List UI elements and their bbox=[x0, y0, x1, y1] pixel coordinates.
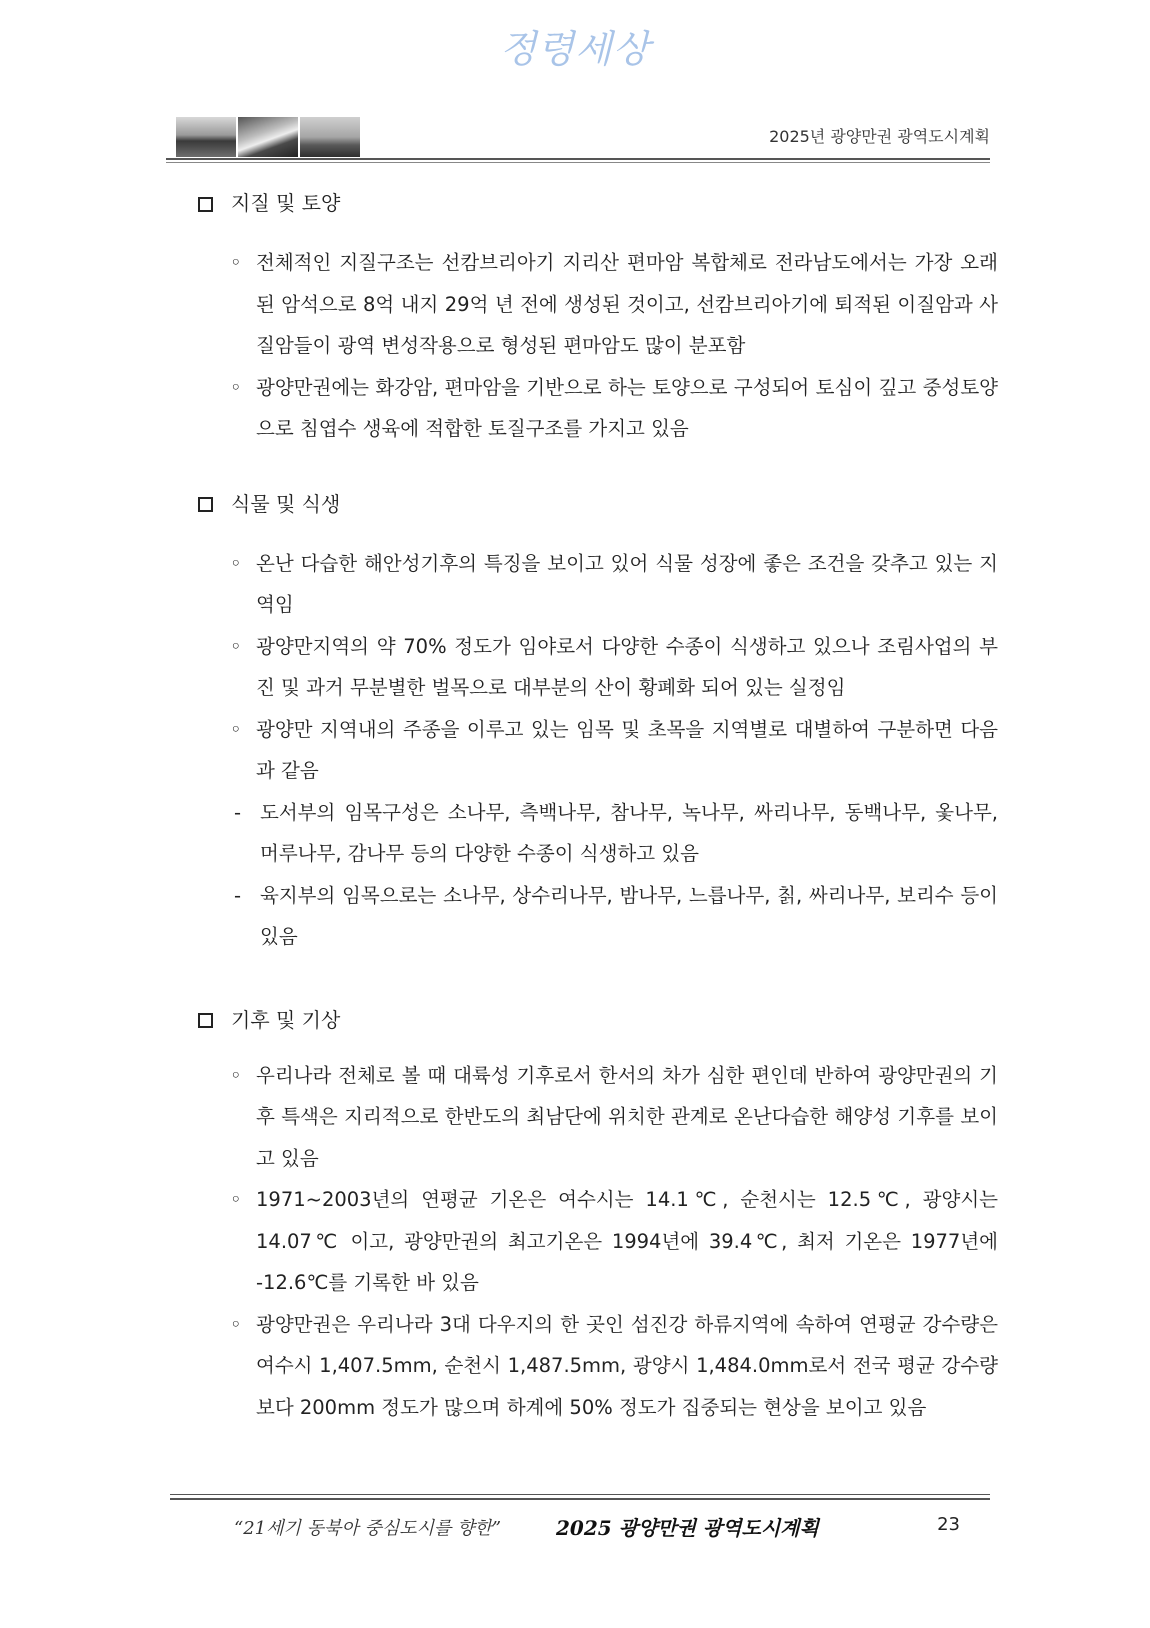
dash-text: 도서부의 임목구성은 소나무, 측백나무, 참나무, 녹나무, 싸리나무, 동백나무, 옻나무, 머루나무, 감나무 등의 다양한 수종이 식생하고 있음 bbox=[260, 800, 998, 865]
dash-mark: - bbox=[234, 800, 242, 824]
page-number: 23 bbox=[937, 1514, 960, 1535]
bullet-item bbox=[198, 1304, 998, 1429]
bullet-item bbox=[198, 543, 998, 626]
checkbox-square-icon bbox=[198, 1013, 213, 1028]
section-heading-text: 식물 및 식생 bbox=[231, 491, 341, 516]
bullet-item bbox=[198, 242, 998, 367]
bullet-item bbox=[198, 367, 998, 450]
header-divider bbox=[166, 158, 990, 160]
bullet-text: 우리나라 전체로 볼 때 대륙성 기후로서 한서의 차가 심한 편인데 반하여 광양만권의 기후 특색은 지리적으로 한반도의 최남단에 위치한 관계로 온난다습한 해양성 기후를 보이고 있음 bbox=[256, 1063, 998, 1170]
watermark-logo bbox=[0, 18, 1150, 73]
section-vegetation bbox=[198, 487, 998, 958]
dash-item bbox=[198, 792, 998, 875]
bullet-text: 1971~2003년의 연평균 기온은 여수시는 14.1℃, 순천시는 12.5℃, 광양시는 14.07℃ 이고, 광양만권의 최고기온은 1994년에 39.4℃, 최저 기온은 1977년에 -12.6℃를 기록한 바 있음 bbox=[256, 1188, 998, 1294]
bullet-item bbox=[198, 1055, 998, 1180]
footer-divider bbox=[170, 1498, 990, 1500]
bullet-circle-icon: ◦ bbox=[230, 551, 242, 575]
dash-item bbox=[198, 875, 998, 958]
footer-plan-title: 2025 광양만권 광역도시계획 bbox=[556, 1516, 819, 1540]
bullet-circle-icon: ◦ bbox=[230, 1188, 242, 1211]
bullet-text: 광양만지역의 약 70% 정도가 임야로서 다양한 수종이 식생하고 있으나 조림사업의 부진 및 과거 무분별한 벌목으로 대부분의 산이 황폐화 되어 있는 실정임 bbox=[256, 634, 998, 699]
bullet-text: 전체적인 지질구조는 선캄브리아기 지리산 편마암 복합체로 전라남도에서는 가장 오래된 암석으로 8억 내지 29억 년 전에 생성된 것이고, 선캄브리아기에 퇴적된 이질암과 사질암들이 광역 변성작용으로 형성된 편마암도 많이 분포함 bbox=[256, 251, 998, 357]
bullet-text: 광양만권은 우리나라 3대 다우지의 한 곳인 섬진강 하류지역에 속하여 연평균 강수량은 여수시 1,407.5mm, 순천시 1,487.5mm, 광양시 1,484.0mm로서 전국 평균 강수량보다 200mm 정도가 많으며 하계에 50% 정도가 집중되는 현상을 보이고 있음 bbox=[256, 1312, 998, 1419]
checkbox-square-icon bbox=[198, 197, 213, 212]
bullet-item bbox=[198, 626, 998, 709]
header-photo bbox=[176, 117, 236, 157]
bullet-item bbox=[198, 1179, 998, 1304]
bullet-circle-icon: ◦ bbox=[230, 375, 242, 399]
header-photo bbox=[300, 117, 360, 157]
document-body bbox=[198, 186, 998, 1428]
header-photo bbox=[238, 117, 298, 157]
section-heading-text: 지질 및 토양 bbox=[231, 191, 341, 215]
section-climate bbox=[198, 1003, 998, 1429]
bullet-text: 광양만권에는 화강암, 편마암을 기반으로 하는 토양으로 구성되어 토심이 깊고 중성토양으로 침엽수 생육에 적합한 토질구조를 가지고 있음 bbox=[256, 375, 998, 440]
bullet-item bbox=[198, 709, 998, 792]
dash-text: 육지부의 임목으로는 소나무, 상수리나무, 밤나무, 느릅나무, 칡, 싸리나무, 보리수 등이 있음 bbox=[260, 883, 998, 948]
footer-divider bbox=[170, 1494, 990, 1495]
section-heading-text: 기후 및 기상 bbox=[231, 1007, 341, 1032]
bullet-circle-icon: ◦ bbox=[230, 251, 242, 274]
dash-mark: - bbox=[234, 883, 242, 907]
bullet-text: 광양만 지역내의 주종을 이루고 있는 임목 및 초목을 지역별로 대별하여 구분하면 다음과 같음 bbox=[256, 717, 998, 782]
bullet-circle-icon: ◦ bbox=[230, 1063, 242, 1087]
section-heading bbox=[198, 1003, 998, 1037]
watermark-text: 정령세상 bbox=[499, 27, 651, 71]
bullet-circle-icon: ◦ bbox=[230, 1312, 242, 1336]
footer-slogan: “21세기 동북아 중심도시를 향한” bbox=[234, 1518, 502, 1539]
header-photo-strip bbox=[176, 117, 360, 157]
page-footer bbox=[170, 1512, 990, 1542]
header-divider bbox=[166, 162, 990, 163]
section-geology bbox=[198, 186, 998, 450]
checkbox-square-icon bbox=[198, 497, 213, 512]
bullet-circle-icon: ◦ bbox=[230, 634, 242, 658]
bullet-text: 온난 다습한 해안성기후의 특징을 보이고 있어 식물 성장에 좋은 조건을 갖추고 있는 지역임 bbox=[256, 551, 998, 616]
bullet-circle-icon: ◦ bbox=[230, 717, 242, 741]
section-heading bbox=[198, 487, 998, 521]
header-title: 2025년 광양만권 광역도시계획 bbox=[769, 127, 990, 146]
section-heading bbox=[198, 186, 998, 220]
